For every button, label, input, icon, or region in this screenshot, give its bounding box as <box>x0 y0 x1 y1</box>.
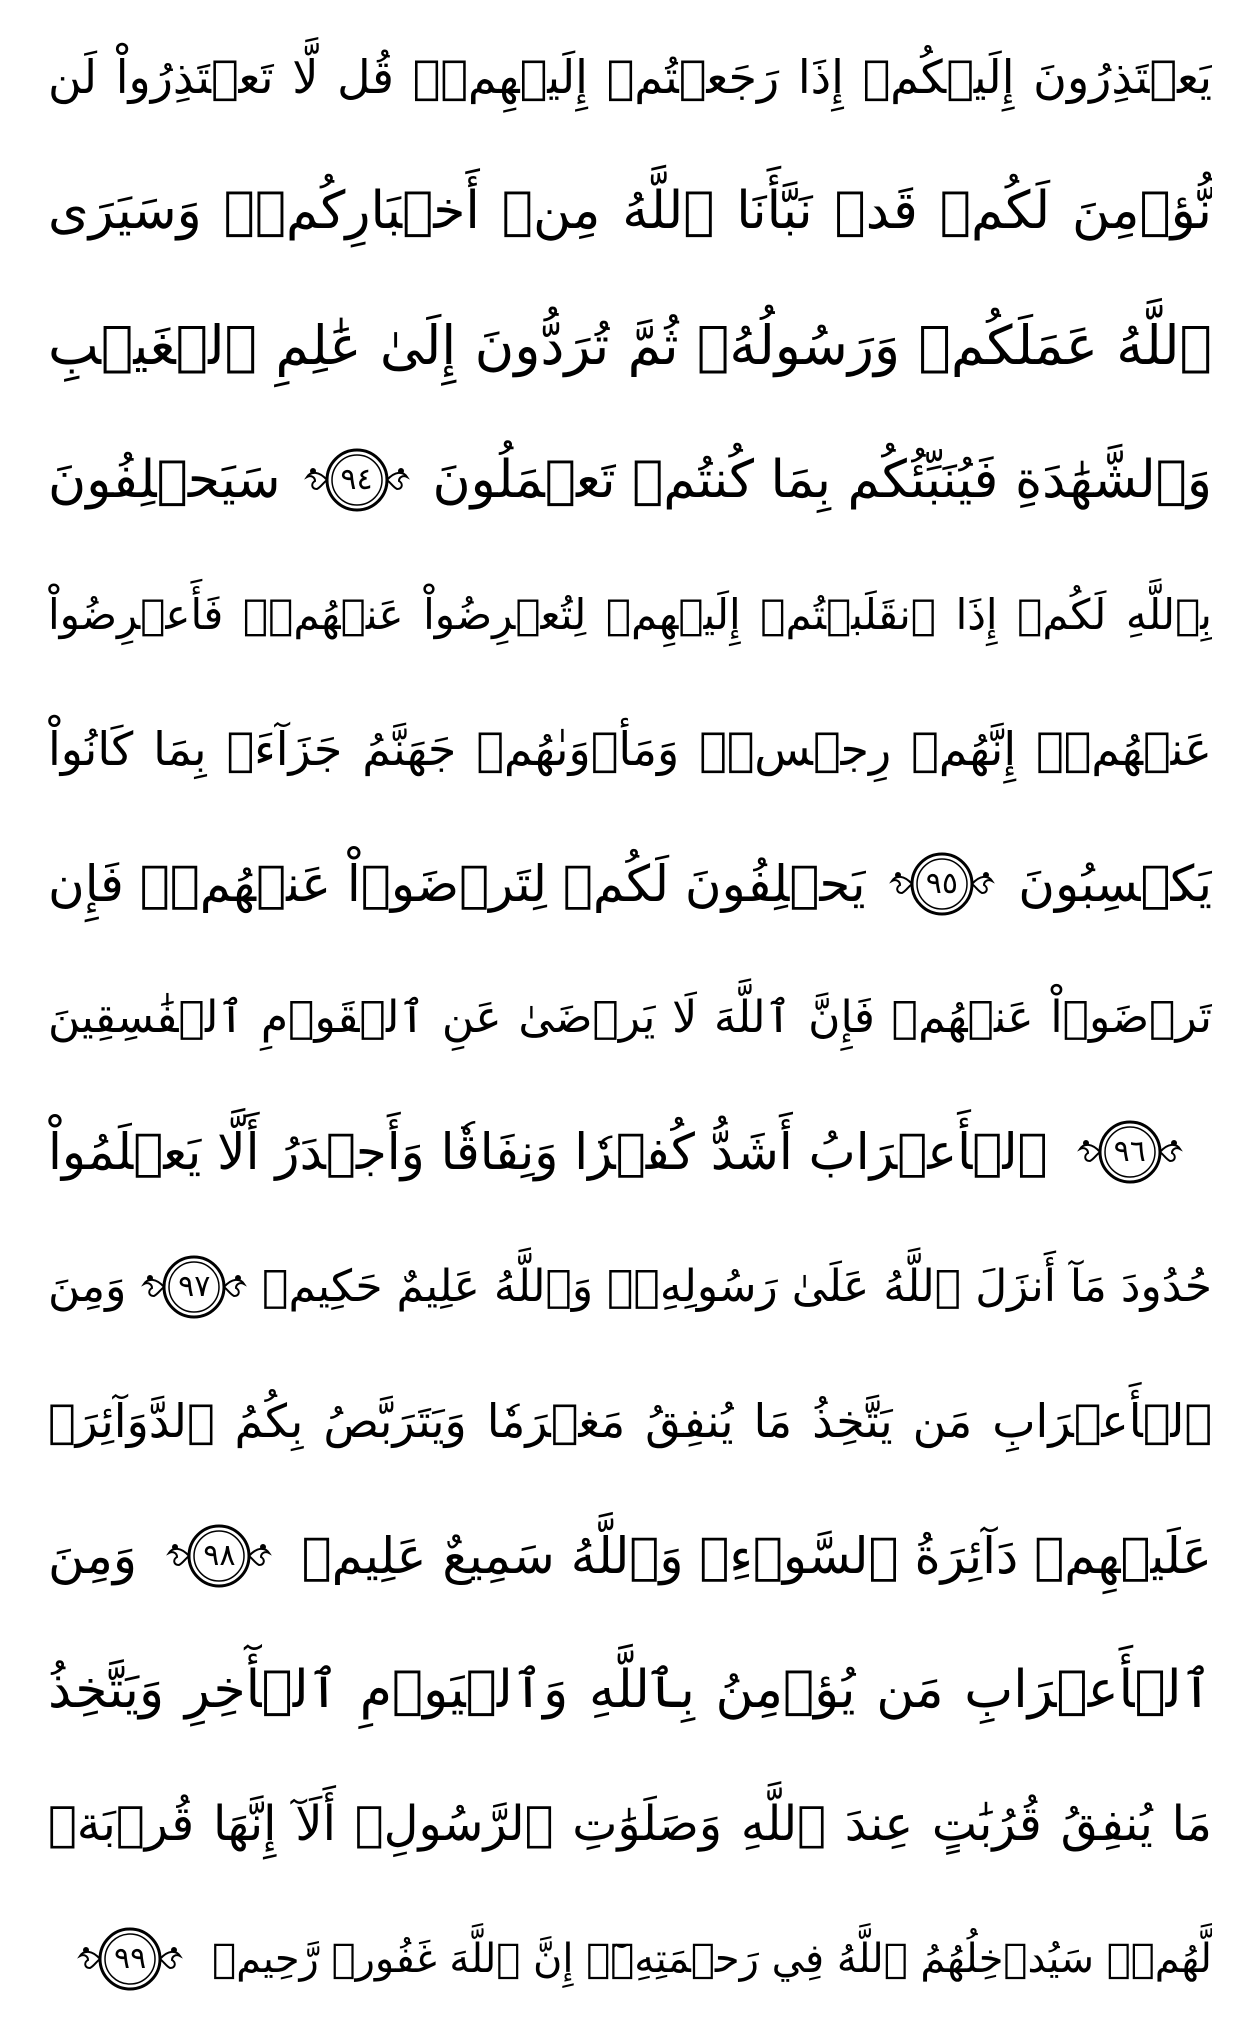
ayah-number-marker <box>886 845 998 923</box>
verse-text: حُدُودَ مَآ أَنزَلَ ٱللَّهُ عَلَىٰ رَسُولِهِۦۗ وَٱللَّهُ عَلِيمٌ حَكِيمٞ <box>262 1260 1212 1312</box>
text-line <box>48 1228 1212 1346</box>
text-line <box>48 1765 1212 1883</box>
text-line <box>48 1362 1212 1480</box>
ayah-number-marker <box>301 441 413 519</box>
verse-text: ٱلۡأَعۡرَابُ أَشَدُّ كُفۡرٗا وَنِفَاقٗا وَأَجۡدَرُ أَلَّا يَعۡلَمُواْ <box>48 1123 1048 1182</box>
ayah-number: ٩٨ <box>203 1537 236 1573</box>
text-line <box>48 1631 1212 1749</box>
verse-text: بِٱللَّهِ لَكُمۡ إِذَا ٱنقَلَبۡتُمۡ إِلَيۡهِمۡ لِتُعۡرِضُواْ عَنۡهُمۡۖ فَأَعۡرِضُواْ <box>48 589 1212 639</box>
ayah-number: ٩٩ <box>113 1940 147 1976</box>
verse-text: يَحۡلِفُونَ لَكُمۡ لِتَرۡضَوۡاْ عَنۡهُمۡۖ فَإِن <box>48 854 866 913</box>
verse-text: وَمِنَ <box>48 1260 127 1312</box>
verse-text: عَنۡهُمۡۖ إِنَّهُمۡ رِجۡسٞۖ وَمَأۡوَىٰهُمۡ جَهَنَّمُ جَزَآءَۢ بِمَا كَانُواْ <box>48 722 1212 777</box>
verse-text: نُّؤۡمِنَ لَكُمۡ قَدۡ نَبَّأَنَا ٱللَّهُ مِنۡ أَخۡبَارِكُمۡۚ وَسَيَرَى <box>48 181 1212 242</box>
text-line <box>48 1093 1212 1211</box>
text-lines <box>48 18 1212 2018</box>
ayah-number-marker <box>74 1920 186 1998</box>
ayah-number: ٩٤ <box>340 462 373 498</box>
text-line <box>48 421 1212 539</box>
text-line <box>48 287 1212 405</box>
ayah-number: ٩٥ <box>925 865 958 901</box>
verse-text: لَّهُمۡۚ سَيُدۡخِلُهُمُ ٱللَّهُ فِي رَحۡمَتِهِۦٓۚ إِنَّ ٱللَّهَ غَفُورٞ رَّحِيمٞ <box>212 1935 1212 1982</box>
text-line <box>48 959 1212 1077</box>
ayah-number: ٩٧ <box>178 1268 211 1304</box>
ayah-number-marker <box>163 1517 275 1595</box>
text-line <box>48 1900 1212 2018</box>
text-line <box>48 556 1212 674</box>
verse-text: مَا يُنفِقُ قُرُبَٰتٍ عِندَ ٱللَّهِ وَصَلَوَٰتِ ٱلرَّسُولِۚ أَلَآ إِنَّهَا قُرۡبَةٞ <box>48 1796 1212 1853</box>
text-line <box>48 1497 1212 1615</box>
ayah-number-marker <box>138 1248 250 1326</box>
text-line <box>48 825 1212 943</box>
verse-text: سَيَحۡلِفُونَ <box>48 450 281 511</box>
verse-text: وَٱلشَّهَٰدَةِ فَيُنَبِّئُكُم بِمَا كُنتُمۡ تَعۡمَلُونَ <box>432 450 1212 511</box>
ayah-number: ٩٦ <box>1113 1134 1146 1170</box>
verse-text: ٱللَّهُ عَمَلَكُمۡ وَرَسُولُهُۥ ثُمَّ تُرَدُّونَ إِلَىٰ عَٰلِمِ ٱلۡغَيۡبِ <box>48 313 1212 377</box>
text-line <box>48 690 1212 808</box>
verse-text: تَرۡضَوۡاْ عَنۡهُمۡ فَإِنَّ ٱللَّهَ لَا يَرۡضَىٰ عَنِ ٱلۡقَوۡمِ ٱلۡفَٰسِقِينَ <box>48 991 1212 1043</box>
verse-text: ٱلۡأَعۡرَابِ مَن يَتَّخِذُ مَا يُنفِقُ مَغۡرَمٗا وَيَتَرَبَّصُ بِكُمُ ٱلدَّوَآئِرَۚ <box>48 1394 1212 1449</box>
text-line <box>48 152 1212 270</box>
ayah-number-marker <box>1074 1113 1186 1191</box>
verse-text: وَمِنَ <box>48 1526 138 1585</box>
verse-text: يَكۡسِبُونَ <box>1018 854 1212 913</box>
text-line <box>48 18 1212 136</box>
verse-text: يَعۡتَذِرُونَ إِلَيۡكُمۡ إِذَا رَجَعۡتُمۡ إِلَيۡهِمۡۚ قُل لَّا تَعۡتَذِرُواْ لَن <box>48 50 1212 104</box>
verse-text: ٱلۡأَعۡرَابِ مَن يُؤۡمِنُ بِٱللَّهِ وَٱلۡيَوۡمِ ٱلۡأٓخِرِ وَيَتَّخِذُ <box>48 1660 1212 1721</box>
verse-text: عَلَيۡهِمۡ دَآئِرَةُ ٱلسَّوۡءِۗ وَٱللَّهُ سَمِيعٌ عَلِيمٞ <box>301 1526 1212 1585</box>
